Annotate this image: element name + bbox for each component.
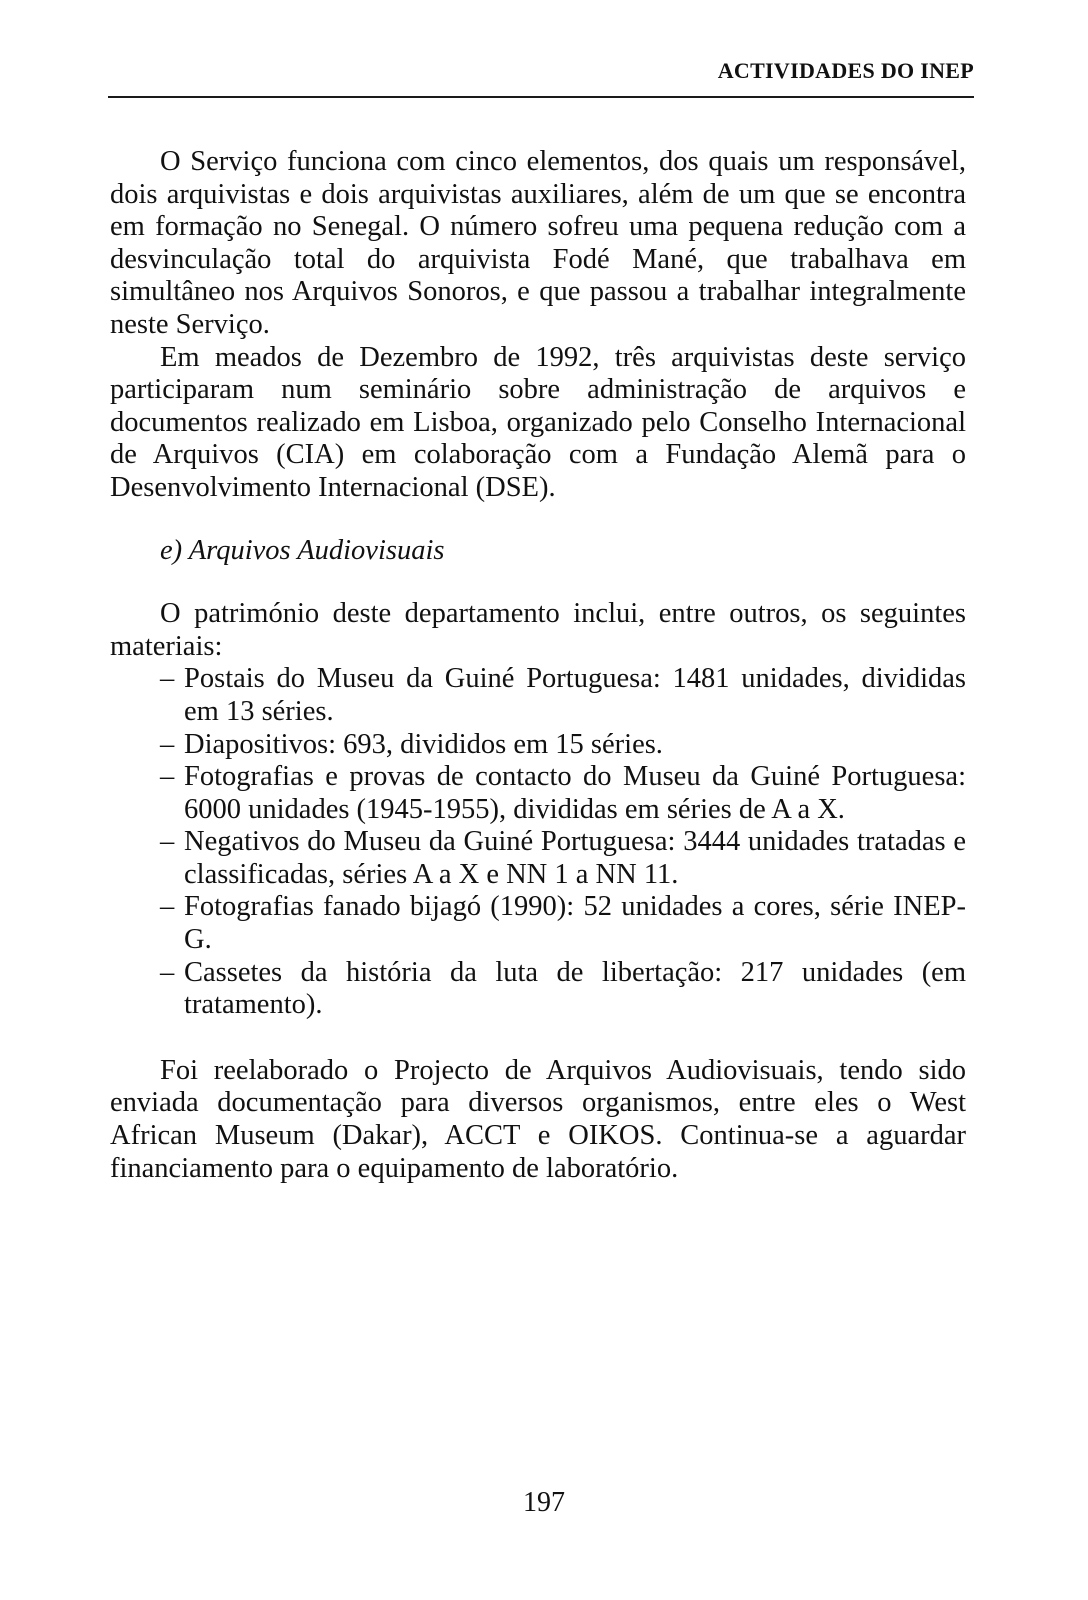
- list-dash: –: [160, 728, 175, 760]
- page-body: [110, 146, 966, 1185]
- list-item: [110, 663, 966, 728]
- running-header: ACTIVIDADES DO INEP: [717, 58, 974, 83]
- list-item-text: Fotografias e provas de contacto do Museu da Guiné Portuguesa: 6000 unidades (1945-1955), divididas em séries de A a X.: [184, 761, 966, 825]
- list-dash: –: [160, 956, 175, 988]
- list-dash: –: [160, 663, 175, 695]
- list-item: [110, 761, 966, 826]
- materials-list: [110, 663, 966, 1022]
- list-dash: –: [160, 891, 175, 923]
- section-heading: e) Arquivos Audiovisuais: [160, 534, 445, 566]
- paragraph-project-update: Foi reelaborado o Projecto de Arquivos Audiovisuais, tendo sido enviada documentação para diversos organismos, entre eles o West African Museum (Dakar), ACCT e OIKOS. Continua-se a aguardar financiamento para o equipamento de laboratório.: [110, 1054, 966, 1184]
- list-item: [110, 957, 966, 1022]
- list-item: [110, 729, 966, 762]
- page-number: 197: [523, 1487, 565, 1518]
- paragraph-lisbon-seminar: Em meados de Dezembro de 1992, três arquivistas deste serviço participaram num seminário sobre administração de arquivos e documentos realizado em Lisboa, organizado pelo Conselho Internacional de Arquivos (CIA) em colaboração com a Fundação Alemã para o Desenvolvimento Internacional (DSE).: [110, 341, 966, 503]
- paragraph-heritage-intro: O património deste departamento inclui, entre outros, os seguintes materiais:: [110, 598, 966, 662]
- header-rule: [108, 96, 974, 98]
- list-item-text: Diapositivos: 693, divididos em 15 séries.: [184, 728, 663, 760]
- list-item-text: Postais do Museu da Guiné Portuguesa: 1481 unidades, divididas em 13 séries.: [184, 663, 966, 727]
- list-item-text: Negativos do Museu da Guiné Portuguesa: 3444 unidades tratadas e classificadas, séries A a X e NN 1 a NN 11.: [184, 826, 966, 890]
- list-item: [110, 891, 966, 956]
- list-item-text: Fotografias fanado bijagó (1990): 52 unidades a cores, série INEP-G.: [184, 891, 966, 956]
- list-item: [110, 826, 966, 891]
- list-item-text: Cassetes da história da luta de libertação: 217 unidades (em tratamento).: [184, 956, 966, 1021]
- list-dash: –: [160, 826, 175, 858]
- list-dash: –: [160, 761, 175, 793]
- paragraph-service-staff: O Serviço funciona com cinco elementos, dos quais um responsável, dois arquivistas e dois arquivistas auxiliares, além de um que se encontra em formação no Senegal. O número sofreu uma pequena redução com a desvinculação total do arquivista Fodé Mané, que trabalhava em simultâneo nos Arquivos Sonoros, e que passou a trabalhar integralmente neste Serviço.: [110, 146, 966, 340]
